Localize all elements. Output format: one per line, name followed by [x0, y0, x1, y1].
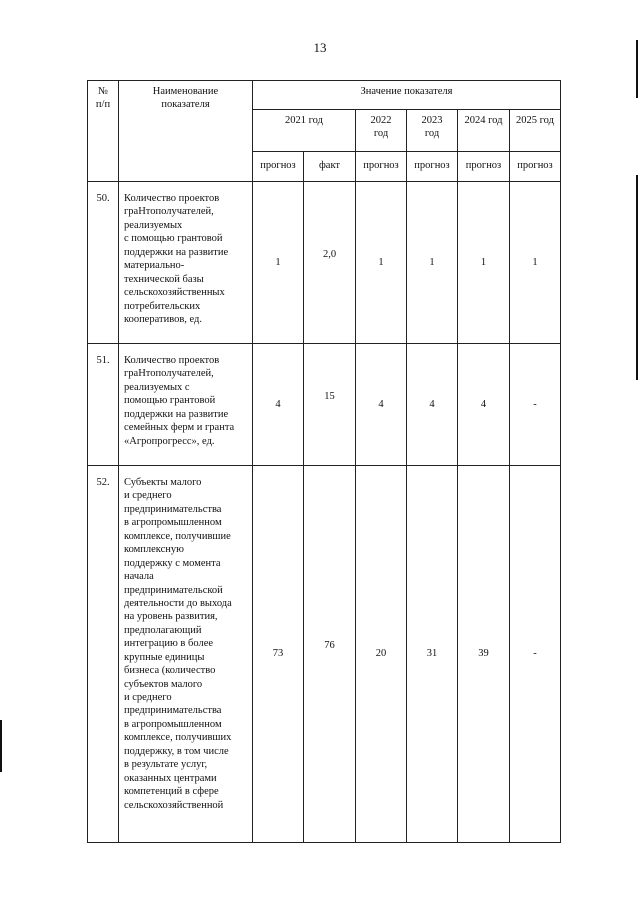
subheader-2021-fact: факт — [304, 152, 356, 182]
value-2021-forecast: 4 — [253, 344, 304, 466]
subheader-2024-forecast: прогноз — [458, 152, 510, 182]
row-number: 52. — [88, 466, 119, 843]
header-year-2023: 2023 год — [407, 110, 458, 152]
value-2024-forecast: 39 — [458, 466, 510, 843]
subheader-2025-forecast: прогноз — [510, 152, 561, 182]
header-year-2024: 2024 год — [458, 110, 510, 152]
header-value: Значение показателя — [253, 81, 561, 110]
subheader-2021-forecast: прогноз — [253, 152, 304, 182]
value-2024-forecast: 4 — [458, 344, 510, 466]
value-2021-fact — [304, 344, 356, 466]
right-edge-mark-mid — [636, 175, 638, 380]
value-2023-forecast: 31 — [407, 466, 458, 843]
header-year-2025: 2025 год — [510, 110, 561, 152]
value-2025-forecast: - — [510, 466, 561, 843]
value-2023-forecast: 1 — [407, 182, 458, 344]
subheader-2023-forecast: прогноз — [407, 152, 458, 182]
subheader-2022-forecast: прогноз — [356, 152, 407, 182]
page-number: 13 — [313, 40, 327, 55]
value-2021-fact-text: 15 — [324, 390, 335, 402]
value-2021-forecast: 73 — [253, 466, 304, 843]
value-2025-forecast: 1 — [510, 182, 561, 344]
left-edge-mark-bottom — [0, 720, 2, 772]
value-2021-fact-text: 76 — [324, 640, 335, 652]
value-2023-forecast: 4 — [407, 344, 458, 466]
value-2022-forecast: 1 — [356, 182, 407, 344]
header-num: № п/п — [88, 81, 119, 182]
row-number: 51. — [88, 344, 119, 466]
header-year-2021: 2021 год — [253, 110, 356, 152]
right-edge-mark-top — [636, 40, 638, 98]
indicator-name: Количество проектов граНтополучателей, реализуемых с помощью грантовой поддержки на развитие семейных ферм и гранта «Агропрогресс», ед. — [119, 344, 253, 466]
value-2025-forecast: - — [510, 344, 561, 466]
row-number: 50. — [88, 182, 119, 344]
value-2022-forecast: 20 — [356, 466, 407, 843]
header-year-2022: 2022 год — [356, 110, 407, 152]
table-row — [88, 466, 561, 843]
value-2021-forecast: 1 — [253, 182, 304, 344]
table-row — [88, 182, 561, 344]
value-2021-fact-text: 2,0 — [322, 248, 337, 260]
value-2024-forecast: 1 — [458, 182, 510, 344]
indicators-table — [87, 80, 561, 843]
value-2021-fact — [304, 182, 356, 344]
indicator-name: Субъекты малого и среднего предпринимательства в агропромышленном комплексе, получившие комплексную поддержку с момента начала предпринимательской деятельности до выхода на уровень развития, предполагающий интеграцию в более крупные единицы бизнеса (количество субъектов малого и среднего предпринимательства в агропромышленном комплексе, получивших поддержку, в том числе в результате услуг, оказанных центрами компетенций в сфере сельскохозяйственной — [119, 466, 253, 843]
header-name: Наименование показателя — [119, 81, 253, 182]
header-row-1 — [88, 81, 561, 110]
table-row — [88, 344, 561, 466]
value-2021-fact — [304, 466, 356, 843]
indicator-name: Количество проектов граНтополучателей, реализуемых с помощью грантовой поддержки на развитие материально- технической базы сельскохозяйственных потребительских кооперативов, ед. — [119, 182, 253, 344]
value-2022-forecast: 4 — [356, 344, 407, 466]
